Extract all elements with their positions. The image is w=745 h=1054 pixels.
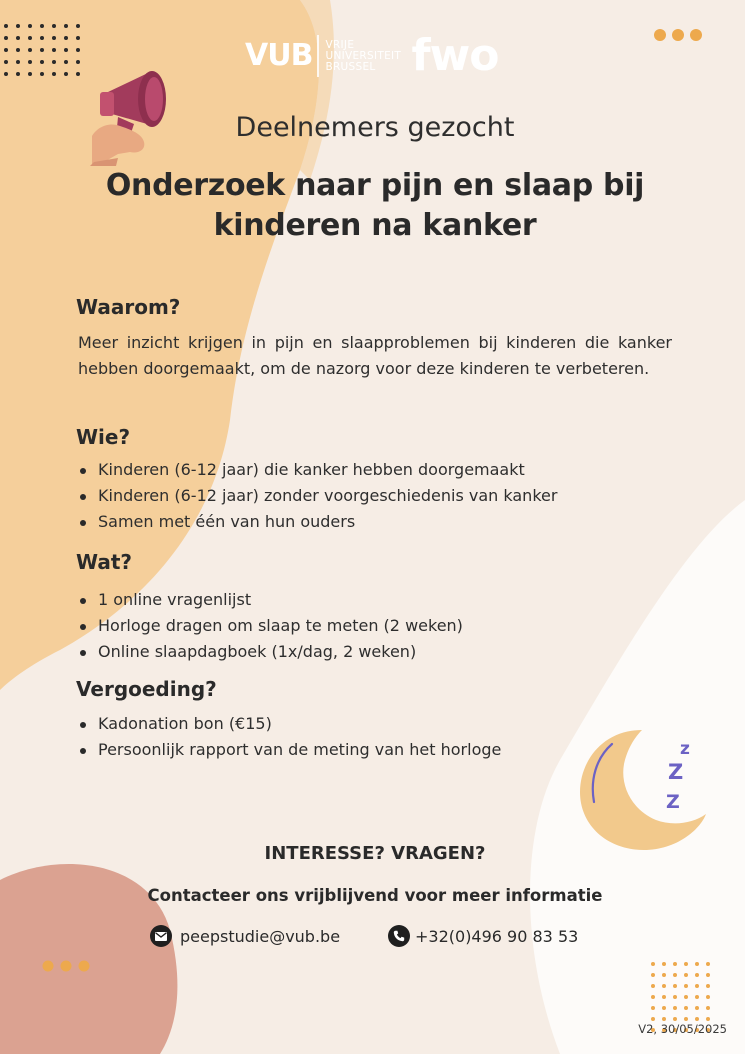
dot bbox=[662, 1006, 666, 1010]
list-item: Kadonation bon (€15) bbox=[76, 711, 501, 737]
dot bbox=[16, 72, 20, 76]
partner-logos bbox=[245, 30, 498, 82]
dot bbox=[684, 962, 688, 966]
dot bbox=[52, 48, 56, 52]
dot bbox=[651, 962, 655, 966]
dot bbox=[684, 984, 688, 988]
email-link[interactable]: peepstudie@vub.be bbox=[180, 926, 341, 946]
vergoeding-list bbox=[76, 711, 501, 763]
cta-heading: INTERESSE? VRAGEN? bbox=[264, 843, 486, 864]
contact-email[interactable] bbox=[150, 924, 340, 948]
dot bbox=[64, 48, 68, 52]
waarom-text: Meer inzicht krijgen in pijn en slaapproblemen bij kinderen die kanker hebben doorgemaakt, om de nazorg voor deze kinderen te verbeteren. bbox=[78, 333, 672, 378]
title-line: Onderzoek naar pijn en slaap bij bbox=[105, 168, 645, 203]
list-item: Kinderen (6-12 jaar) zonder voorgeschiedenis van kanker bbox=[76, 483, 557, 509]
dot bbox=[52, 72, 56, 76]
dot bbox=[64, 36, 68, 40]
dot bbox=[40, 48, 44, 52]
list-item: Kinderen (6-12 jaar) die kanker hebben doorgemaakt bbox=[76, 457, 557, 483]
page-subtitle: Deelnemers gezocht bbox=[235, 112, 515, 143]
dot bbox=[40, 36, 44, 40]
list-item: Horloge dragen om slaap te meten (2 weken) bbox=[76, 613, 463, 639]
list-item: 1 online vragenlijst bbox=[76, 587, 463, 613]
dot bbox=[4, 24, 8, 28]
orange-dots-top-right bbox=[652, 27, 704, 43]
dot bbox=[706, 1017, 710, 1021]
dot bbox=[662, 1017, 666, 1021]
dot bbox=[4, 72, 8, 76]
vub-logo-text bbox=[325, 40, 407, 73]
vub-logo-line: BRUSSEL bbox=[325, 60, 376, 73]
dot bbox=[684, 1017, 688, 1021]
dot bbox=[695, 984, 699, 988]
wie-list bbox=[76, 457, 557, 535]
dot bbox=[40, 24, 44, 28]
mail-icon bbox=[150, 925, 172, 947]
dot bbox=[76, 60, 80, 64]
phone-number[interactable]: +32(0)496 90 83 53 bbox=[415, 926, 579, 946]
title-line: kinderen na kanker bbox=[213, 208, 537, 243]
dot bbox=[76, 24, 80, 28]
dot bbox=[16, 24, 20, 28]
dot bbox=[673, 1017, 677, 1021]
dot bbox=[76, 36, 80, 40]
dot bbox=[706, 973, 710, 977]
list-item: Persoonlijk rapport van de meting van het horloge bbox=[76, 737, 501, 763]
dot bbox=[695, 995, 699, 999]
dot bbox=[695, 1006, 699, 1010]
dot bbox=[52, 60, 56, 64]
zzz-medium: Z bbox=[668, 760, 684, 784]
dot bbox=[706, 962, 710, 966]
fwo-logo: fwo bbox=[411, 30, 499, 81]
dot bbox=[695, 1017, 699, 1021]
dot bbox=[64, 72, 68, 76]
dot bbox=[651, 1006, 655, 1010]
dot bbox=[673, 973, 677, 977]
section-heading-wie: Wie? bbox=[76, 425, 131, 449]
list-item: Samen met één van hun ouders bbox=[76, 509, 557, 535]
dot-grid-top-left bbox=[0, 20, 90, 90]
dot bbox=[684, 995, 688, 999]
dot bbox=[76, 72, 80, 76]
vub-logo-mark: VUB bbox=[245, 35, 319, 77]
orange-dots-bottom-left bbox=[40, 958, 94, 974]
version-label: V2, 30/05/2025 bbox=[638, 1022, 727, 1036]
dot bbox=[4, 48, 8, 52]
dot bbox=[64, 24, 68, 28]
dot bbox=[40, 72, 44, 76]
dot bbox=[651, 973, 655, 977]
page-title bbox=[40, 166, 710, 246]
dot bbox=[651, 1017, 655, 1021]
dot bbox=[695, 973, 699, 977]
dot bbox=[28, 36, 32, 40]
dot bbox=[684, 973, 688, 977]
vub-logo-line: UNIVERSITEIT bbox=[325, 49, 402, 62]
section-heading-wat: Wat? bbox=[76, 550, 133, 574]
dot bbox=[16, 48, 20, 52]
dot bbox=[684, 1006, 688, 1010]
dot bbox=[662, 984, 666, 988]
wat-list bbox=[76, 587, 463, 665]
dot bbox=[673, 1006, 677, 1010]
dot bbox=[651, 995, 655, 999]
section-heading-vergoeding: Vergoeding? bbox=[76, 677, 217, 701]
dot bbox=[64, 60, 68, 64]
dot bbox=[662, 995, 666, 999]
dot bbox=[40, 60, 44, 64]
dot bbox=[28, 60, 32, 64]
dot bbox=[673, 995, 677, 999]
dot bbox=[662, 973, 666, 977]
dot bbox=[16, 36, 20, 40]
phone-icon bbox=[388, 925, 410, 947]
dot bbox=[673, 984, 677, 988]
vub-logo-line: VRIJE bbox=[325, 38, 355, 51]
dot bbox=[52, 24, 56, 28]
dot bbox=[52, 36, 56, 40]
dot bbox=[673, 962, 677, 966]
dot bbox=[16, 60, 20, 64]
dot bbox=[4, 36, 8, 40]
dot bbox=[651, 984, 655, 988]
dot bbox=[706, 995, 710, 999]
zzz-small: z bbox=[680, 739, 690, 759]
dot bbox=[76, 48, 80, 52]
dot bbox=[4, 60, 8, 64]
dot bbox=[28, 48, 32, 52]
dot bbox=[695, 962, 699, 966]
dot bbox=[28, 24, 32, 28]
section-heading-waarom: Waarom? bbox=[76, 295, 181, 319]
contact-phone[interactable] bbox=[388, 924, 578, 948]
zzz-large: Z bbox=[666, 791, 680, 813]
list-item: Online slaapdagboek (1x/dag, 2 weken) bbox=[76, 639, 463, 665]
dot bbox=[706, 984, 710, 988]
moon-icon bbox=[572, 722, 712, 852]
dot bbox=[706, 1006, 710, 1010]
dot bbox=[662, 962, 666, 966]
cta-subheading: Contacteer ons vrijblijvend voor meer informatie bbox=[147, 886, 603, 905]
dot bbox=[28, 72, 32, 76]
